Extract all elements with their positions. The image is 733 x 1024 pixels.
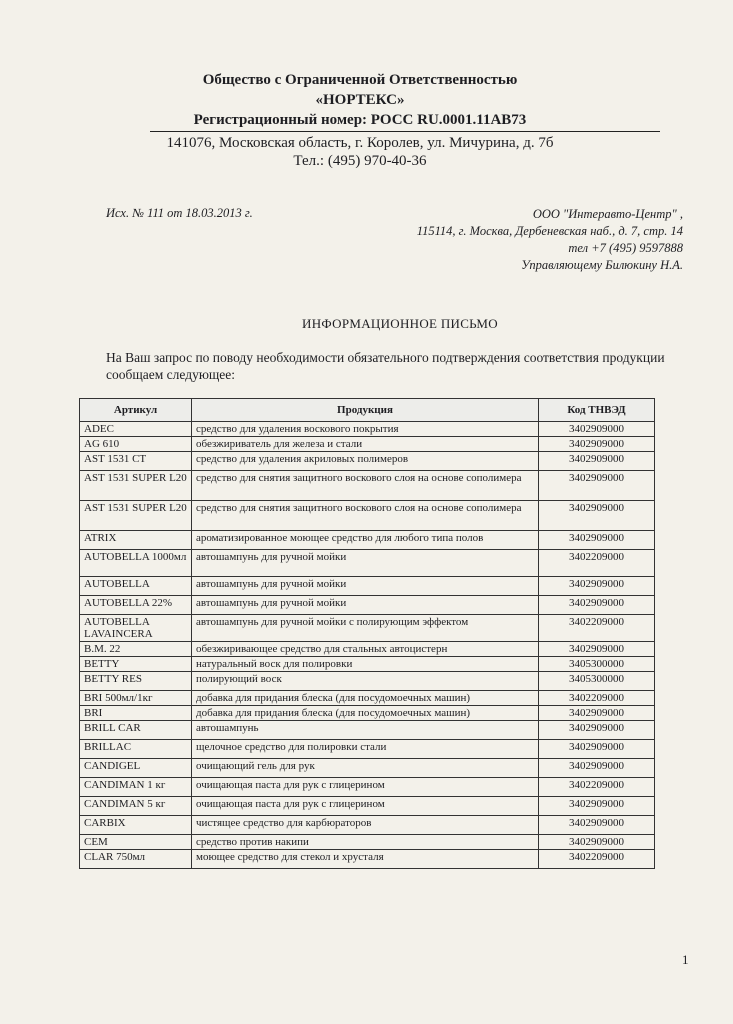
article-cell: CARBIX	[80, 816, 192, 835]
page-number: 1	[682, 952, 689, 967]
article-cell: AG 610	[80, 437, 192, 452]
product-cell: чистящее средство для карбюраторов	[192, 816, 539, 835]
table-row	[80, 816, 655, 835]
product-cell: моющее средство для стекол и хрусталя	[192, 850, 539, 869]
header-article: Артикул	[80, 399, 192, 422]
article-cell: AST 1531 CT	[80, 452, 192, 471]
product-cell: автошампунь для ручной мойки	[192, 577, 539, 596]
table-row	[80, 531, 655, 550]
outgoing-number: Исх. № 111 от 18.03.2013 г.	[106, 206, 253, 220]
recipient-address: 115114, г. Москва, Дербеневская наб., д. 7, стр. 14	[416, 224, 683, 238]
code-cell: 3402909000	[539, 721, 655, 740]
article-cell: AUTOBELLA 22%	[80, 596, 192, 615]
table-row	[80, 672, 655, 691]
article-cell: CANDIGEL	[80, 759, 192, 778]
article-cell: AUTOBELLA LAVAINCERA	[80, 615, 192, 642]
product-cell: натуральный воск для полировки	[192, 657, 539, 672]
code-cell: 3402909000	[539, 501, 655, 531]
table-row	[80, 615, 655, 642]
article-cell: AST 1531 SUPER L20	[80, 501, 192, 531]
table-row	[80, 422, 655, 437]
code-cell: 3402209000	[539, 550, 655, 577]
article-cell: BRILLAC	[80, 740, 192, 759]
header-product: Продукция	[192, 399, 539, 422]
product-cell: щелочное средство для полировки стали	[192, 740, 539, 759]
article-cell: AUTOBELLA	[80, 577, 192, 596]
article-cell: CEM	[80, 835, 192, 850]
table-row	[80, 691, 655, 706]
code-cell: 3405300000	[539, 672, 655, 691]
table-row	[80, 501, 655, 531]
product-cell: ароматизированное моющее средство для любого типа полов	[192, 531, 539, 550]
code-cell: 3402909000	[539, 596, 655, 615]
article-cell: CANDIMAN 5 кг	[80, 797, 192, 816]
code-cell: 3402909000	[539, 816, 655, 835]
product-cell: обезжириватель для железа и стали	[192, 437, 539, 452]
registration-number: Регистрационный номер: РОСС RU.0001.11АВ73	[193, 112, 527, 128]
code-cell: 3402209000	[539, 778, 655, 797]
table-row	[80, 706, 655, 721]
product-cell: автошампунь для ручной мойки	[192, 550, 539, 577]
letter-title: ИНФОРМАЦИОННОЕ ПИСЬМО	[302, 316, 498, 331]
table-header-row	[80, 399, 655, 422]
product-cell: средство для удаления воскового покрытия	[192, 422, 539, 437]
product-cell: полирующий воск	[192, 672, 539, 691]
code-cell: 3402909000	[539, 422, 655, 437]
code-cell: 3402909000	[539, 706, 655, 721]
product-cell: автошампунь для ручной мойки с полирующим эффектом	[192, 615, 539, 642]
table-row	[80, 471, 655, 501]
article-cell: B.M. 22	[80, 642, 192, 657]
article-cell: CANDIMAN 1 кг	[80, 778, 192, 797]
table-row	[80, 721, 655, 740]
table-row	[80, 550, 655, 577]
article-cell: AUTOBELLA 1000мл	[80, 550, 192, 577]
code-cell: 3402909000	[539, 642, 655, 657]
company-brand: «НОРТЕКС»	[315, 92, 405, 108]
code-cell: 3402909000	[539, 835, 655, 850]
table-row	[80, 797, 655, 816]
products-table	[79, 398, 655, 869]
article-cell: BRI 500мл/1кг	[80, 691, 192, 706]
table-row	[80, 437, 655, 452]
article-cell: ATRIX	[80, 531, 192, 550]
recipient-person: Управляющему Билюкину Н.А.	[521, 258, 683, 272]
header-code: Код ТНВЭД	[539, 399, 655, 422]
code-cell: 3402909000	[539, 531, 655, 550]
table-row	[80, 778, 655, 797]
article-cell: CLAR 750мл	[80, 850, 192, 869]
product-cell: добавка для придания блеска (для посудомоечных машин)	[192, 706, 539, 721]
product-cell: добавка для придания блеска (для посудомоечных машин)	[192, 691, 539, 706]
table-row	[80, 452, 655, 471]
product-cell: средство для снятия защитного воскового слоя на основе сополимера	[192, 471, 539, 501]
company-phone: Тел.: (495) 970-40-36	[293, 153, 427, 169]
code-cell: 3402909000	[539, 740, 655, 759]
article-cell: ADEC	[80, 422, 192, 437]
code-cell: 3402909000	[539, 797, 655, 816]
code-cell: 3402209000	[539, 691, 655, 706]
code-cell: 3402909000	[539, 471, 655, 501]
product-cell: очищающая паста для рук с глицерином	[192, 797, 539, 816]
header-divider	[150, 131, 660, 132]
product-cell: средство для снятия защитного воскового слоя на основе сополимера	[192, 501, 539, 531]
code-cell: 3402909000	[539, 577, 655, 596]
code-cell: 3402209000	[539, 615, 655, 642]
code-cell: 3402909000	[539, 759, 655, 778]
article-cell: BETTY RES	[80, 672, 192, 691]
table-row	[80, 850, 655, 869]
table-row	[80, 577, 655, 596]
company-address: 141076, Московская область, г. Королев, ул. Мичурина, д. 7б	[166, 135, 554, 151]
article-cell: AST 1531 SUPER L20	[80, 471, 192, 501]
code-cell: 3402209000	[539, 850, 655, 869]
code-cell: 3402909000	[539, 437, 655, 452]
product-cell: автошампунь	[192, 721, 539, 740]
product-cell: очищающий гель для рук	[192, 759, 539, 778]
recipient-company: ООО "Интеравто-Центр" ,	[532, 207, 683, 221]
table-row	[80, 657, 655, 672]
table-row	[80, 759, 655, 778]
product-cell: средство против накипи	[192, 835, 539, 850]
intro-paragraph: На Ваш запрос по поводу необходимости обязательного подтверждения соответствия продукции сообщаем следующее:	[106, 350, 665, 382]
table-row	[80, 642, 655, 657]
table-row	[80, 596, 655, 615]
table-row	[80, 740, 655, 759]
product-cell: обезжиривающее средство для стальных автоцистерн	[192, 642, 539, 657]
article-cell: BRI	[80, 706, 192, 721]
products-table-body	[80, 422, 655, 869]
company-name-line: Общество с Ограниченной Ответственностью	[202, 72, 518, 88]
code-cell: 3405300000	[539, 657, 655, 672]
product-cell: очищающая паста для рук с глицерином	[192, 778, 539, 797]
table-row	[80, 835, 655, 850]
recipient-phone: тел +7 (495) 9597888	[568, 241, 683, 255]
product-cell: средство для удаления акриловых полимеров	[192, 452, 539, 471]
code-cell: 3402909000	[539, 452, 655, 471]
article-cell: BRILL CAR	[80, 721, 192, 740]
product-cell: автошампунь для ручной мойки	[192, 596, 539, 615]
article-cell: BETTY	[80, 657, 192, 672]
